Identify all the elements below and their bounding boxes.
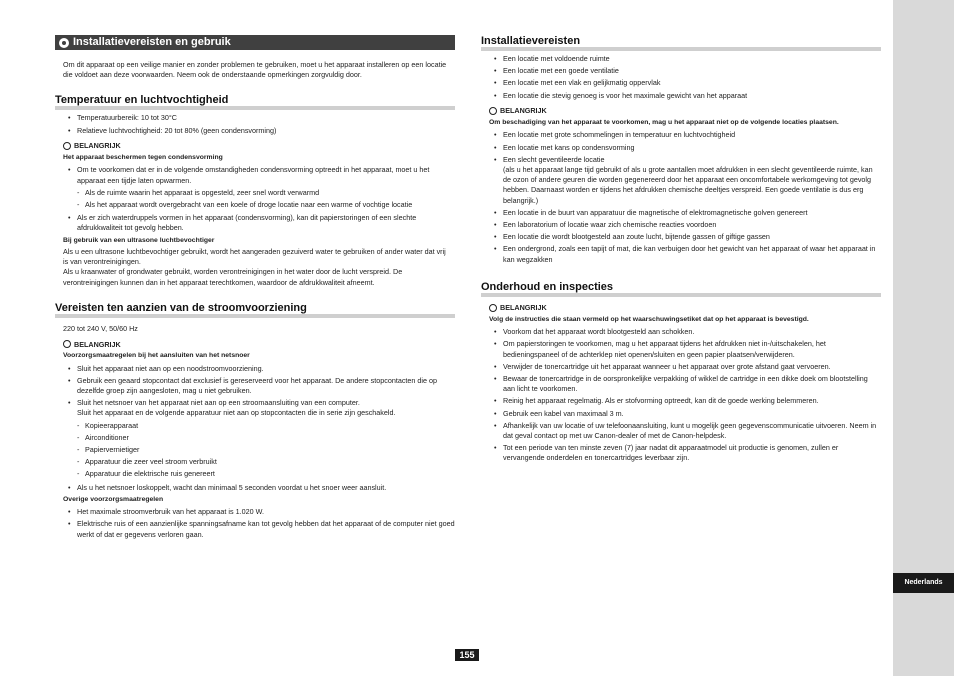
list-item: • Gebruik een kabel van maximaal 3 m. <box>489 409 881 419</box>
humidifier-text-1: Als u een ultrasone luchtbevochtiger gebruikt, wordt het aangeraden gezuiverd water te gebruiken of ander water dat vrij is van verontreinigingen. <box>63 247 446 267</box>
subheading-other-precautions: Overige voorzorgsmaatregelen <box>63 495 164 503</box>
installation-list <box>489 54 881 101</box>
list-item: • Bewaar de tonercartridge in de oorspronkelijke verpakking of wikkel de cartridge in een dikke doek om blootstelling aan licht te voorkomen. <box>489 374 881 394</box>
list-item: • Gebruik een geaard stopcontact dat exclusief is gereserveerd voor het apparaat. De andere stopcontacten die op dezelfde groep zijn aangesloten, mag u niet gebruiken. <box>63 376 455 396</box>
dash-item: - Airconditioner <box>77 433 455 443</box>
important-note <box>489 303 881 313</box>
list-item: • Een locatie met grote schommelingen in temperatuur en luchtvochtigheid <box>489 130 881 140</box>
condensation-list <box>63 165 455 185</box>
heading-maintenance: Onderhoud en inspecties <box>481 281 881 297</box>
list-item: • Een locatie met een goede ventilatie <box>489 66 881 76</box>
right-column <box>481 35 881 466</box>
list-item: • Temperatuurbereik: 10 tot 30°C <box>63 113 455 123</box>
list-item <box>63 398 455 418</box>
list-item-line: Sluit het apparaat en de volgende apparatuur niet aan op stopcontacten die in serie zijn geschakeld. <box>77 408 396 418</box>
list-item: • Een locatie in de buurt van apparatuur die magnetische of elektromagnetische golven genereert <box>489 208 881 218</box>
list-item: • Verwijder de tonercartridge uit het apparaat wanneer u het apparaat over grote afstand gaat vervoeren. <box>489 362 881 372</box>
humidifier-text-2: Als u kraanwater of grondwater gebruikt, worden verontreinigingen in het water door de lucht verspreid. De verontreinigingen kunnen dan in het apparaat terechtkomen, waardoor de afdrukkwaliteit afneemt. <box>63 267 403 287</box>
avoid-locations-list <box>489 130 881 264</box>
important-note <box>63 141 455 151</box>
list-item: • Relatieve luchtvochtigheid: 20 tot 80% (geen condensvorming) <box>63 126 455 136</box>
list-item: • Voorkom dat het apparaat wordt blootgesteld aan schokken. <box>489 327 881 337</box>
dash-item: - Apparatuur die elektrische ruis genereert <box>77 469 455 479</box>
power-list-after <box>63 483 455 493</box>
dash-item: - Apparatuur die zeer veel stroom verbruikt <box>77 457 455 467</box>
dash-item: - Papiervernietiger <box>77 445 455 455</box>
list-item: • Elektrische ruis of een aanzienlijke spanningsafname kan tot gevolg hebben dat het apparaat of de computer niet goed werkt of dat er gegevens verloren gaan. <box>63 519 455 539</box>
important-note <box>489 106 881 116</box>
list-item: • Een laboratorium of locatie waar zich chemische reacties voordoen <box>489 220 881 230</box>
list-item: • Een ondergrond, zoals een tapijt of mat, die kan verbuigen door het gewicht van het apparaat of waar het apparaat in kan wegzakken <box>489 244 881 264</box>
power-dash-list <box>77 421 455 480</box>
list-item: • Een locatie met voldoende ruimte <box>489 54 881 64</box>
list-item: • Het maximale stroomverbruik van het apparaat is 1.020 W. <box>63 507 455 517</box>
list-item <box>489 155 881 206</box>
subheading-avoid-locations: Om beschadiging van het apparaat te voorkomen, mag u het apparaat niet op de volgende locaties plaatsen. <box>489 118 839 126</box>
heading-installation: Installatievereisten <box>481 35 881 51</box>
list-item-line: Een slecht geventileerde locatie <box>503 154 605 164</box>
main-section-title <box>55 35 455 50</box>
list-item: • Om te voorkomen dat er in de volgende omstandigheden condensvorming optreedt in het apparaat, moet u het apparaat een tijdje laten opwarmen. <box>63 165 455 185</box>
important-label: BELANGRIJK <box>500 106 547 116</box>
subheading-warning-label: Volg de instructies die staan vermeld op het waarschuwingsetiket dat op het apparaat is bevestigd. <box>489 315 809 323</box>
condensation-list-2 <box>63 213 455 233</box>
dash-item: - Als de ruimte waarin het apparaat is opgesteld, zeer snel wordt verwarmd <box>77 188 455 198</box>
important-icon <box>489 107 497 115</box>
important-icon <box>63 340 71 348</box>
power-cord-list <box>63 364 455 419</box>
important-icon <box>489 304 497 312</box>
heading-power: Vereisten ten aanzien van de stroomvoorziening <box>55 302 455 318</box>
important-label: BELANGRIJK <box>500 303 547 313</box>
list-item: • Tot een periode van ten minste zeven (7) jaar nadat dit apparaatmodel uit productie is genomen, zullen er vervangende onderdelen en tonercartridges leverbaar zijn. <box>489 443 881 463</box>
subheading-power-cord: Voorzorgsmaatregelen bij het aansluiten van het netsnoer <box>63 352 250 360</box>
maintenance-list <box>489 327 881 463</box>
list-item: • Om papierstoringen te voorkomen, mag u het apparaat tijdens het afdrukken niet in-/uitschakelen, het bedieningspaneel of de achterklep niet openen/sluiten en geen papier plaatsen/verwijderen. <box>489 339 881 359</box>
important-note <box>63 339 455 349</box>
list-item: • Een locatie die stevig genoeg is voor het maximale gewicht van het apparaat <box>489 91 881 101</box>
list-item: • Sluit het apparaat niet aan op een noodstroomvoorziening. <box>63 364 455 374</box>
list-item: • Als er zich waterdruppels vormen in het apparaat (condensvorming), kan dit papierstoringen of een slechte afdrukkwaliteit tot gevolg hebben. <box>63 213 455 233</box>
dash-item: - Als het apparaat wordt overgebracht van een koele of droge locatie naar een warme of vochtige locatie <box>77 200 455 210</box>
power-spec: 220 tot 240 V, 50/60 Hz <box>63 323 138 333</box>
list-item: • Als u het netsnoer loskoppelt, wacht dan minimaal 5 seconden voordat u het snoer weer aansluit. <box>63 483 455 493</box>
dash-item: - Kopieerapparaat <box>77 421 455 431</box>
list-item: • Een locatie die wordt blootgesteld aan zoute lucht, bijtende gassen of giftige gassen <box>489 232 881 242</box>
condensation-dash-list <box>77 188 455 210</box>
temperature-list <box>63 113 455 135</box>
other-precautions-list <box>63 507 455 540</box>
list-item-line: Sluit het netsnoer van het apparaat niet aan op een stroomaansluiting van een computer. <box>77 398 360 408</box>
list-item: • Een locatie met een vlak en gelijkmatig oppervlak <box>489 78 881 88</box>
important-icon <box>63 142 71 150</box>
list-item: • Reinig het apparaat regelmatig. Als er stofvorming optreedt, kan dit de goede werking belemmeren. <box>489 396 881 406</box>
subheading-humidifier: Bij gebruik van een ultrasone luchtbevochtiger <box>63 236 215 244</box>
important-label: BELANGRIJK <box>74 339 121 349</box>
left-column <box>55 35 455 542</box>
list-item: • Een locatie met kans op condensvorming <box>489 143 881 153</box>
gear-icon <box>59 38 69 48</box>
language-tab[interactable]: Nederlands <box>893 573 954 593</box>
important-label: BELANGRIJK <box>74 141 121 151</box>
page-number: 155 <box>455 649 479 661</box>
subheading-condensation: Het apparaat beschermen tegen condensvorming <box>63 153 223 161</box>
heading-temperature: Temperatuur en luchtvochtigheid <box>55 94 455 110</box>
list-item-line: (als u het apparaat lange tijd gebruikt of als u grote aantallen moet afdrukken in een slecht geventileerde ruimte, kan de ozon of andere geuren die worden gegenereerd door het apparaat een oncomfortabele werkomgeving tot gevolg hebben. Daarnaast worden er tijdens het afdrukken chemische deeltjes verspreid. Een goede ventilatie is dus erg belangrijk.) <box>503 164 873 205</box>
main-title-text: Installatievereisten en gebruik <box>73 36 231 48</box>
intro-text: Om dit apparaat op een veilige manier en zonder problemen te gebruiken, moet u het apparaat installeren op een locatie die voldoet aan deze voorwaarden. Neem ook de onderstaande opmerkingen zorgvuldig door. <box>63 60 447 80</box>
list-item: • Afhankelijk van uw locatie of uw telefoonaansluiting, kunt u mogelijk geen gegevenscommunicatie uitvoeren. Neem in dat geval contact op met uw Canon-dealer of met de Canon-helpdesk. <box>489 421 881 441</box>
